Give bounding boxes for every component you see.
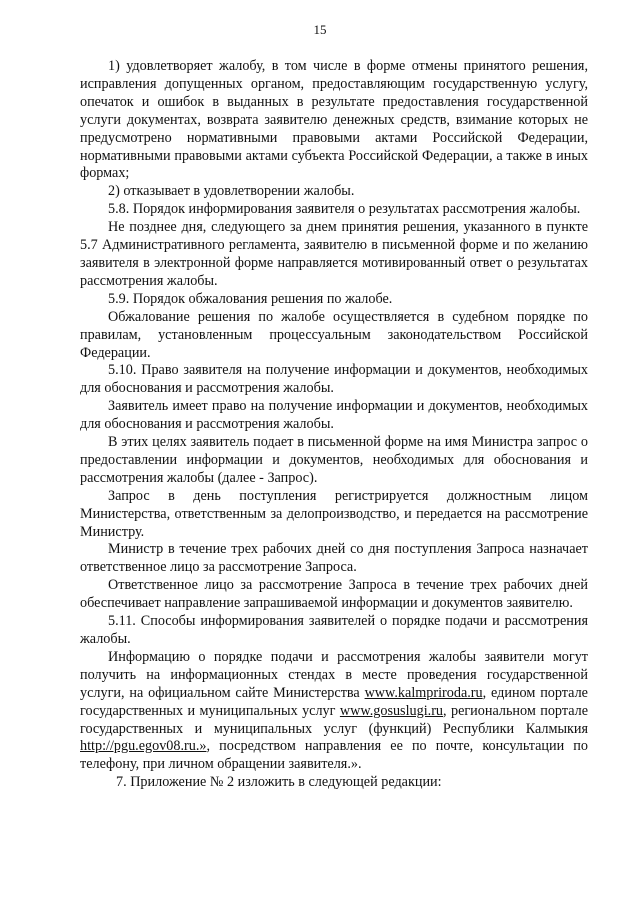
paragraph-applicant-right: Заявитель имеет право на получение информации и документов, необходимых для обоснования и рассмотрения жалобы.	[80, 398, 588, 433]
section-5-11-heading: 5.11. Способы информирования заявителей о порядке подачи и рассмотрения жалобы.	[80, 613, 588, 647]
paragraph-response-deadline: Не позднее дня, следующего за днем принятия решения, указанного в пункте 5.7 Административного регламента, заявителю в письменной форме и по желанию заявителя в электронной форме направляется мотивированный ответ о результатах рассмотрения жалобы.	[80, 219, 588, 289]
paragraph-responsible-person: Ответственное лицо за рассмотрение Запроса в течение трех рабочих дней обеспечивает направление запрашиваемой информации и документов заявителю.	[80, 577, 588, 612]
paragraph-request-submission: В этих целях заявитель подает в письменной форме на имя Министра запрос о предоставлении информации и документов, необходимых для обоснования и рассмотрения жалобы (далее - Запрос).	[80, 434, 588, 486]
section-5-8-heading: 5.8. Порядок информирования заявителя о результатах рассмотрения жалобы.	[108, 201, 581, 218]
info-text-2: , едином портале государственных и муниципальных услуг	[80, 684, 588, 719]
paragraph-reject-complaint: 2) отказывает в удовлетворении жалобы.	[108, 183, 355, 200]
paragraph-information-sources	[80, 649, 588, 774]
paragraph-appendix-2: 7. Приложение № 2 изложить в следующей редакции:	[116, 774, 442, 791]
gosuslugi-link[interactable]: www.gosuslugi.ru	[339, 702, 444, 719]
info-text-3: , региональном портале государственных и муниципальных услуг (функций) Республики Калмыкия	[80, 702, 588, 737]
page-number: 15	[313, 22, 327, 37]
section-5-9-heading: 5.9. Порядок обжалования решения по жалобе.	[108, 290, 393, 307]
info-text-1: Информацию о порядке подачи и рассмотрения жалобы заявители могут получить на информационных стендах в месте проведения государственной услуги, на официальном сайте Министерства	[80, 648, 588, 701]
section-5-10-heading: 5.10. Право заявителя на получение информации и документов, необходимых для обоснования и рассмотрения жалобы.	[80, 362, 588, 397]
regional-portal-link[interactable]: http://pgu.egov08.ru.»	[80, 738, 207, 755]
ministry-website-link[interactable]: www.kalmpriroda.ru	[364, 684, 483, 701]
paragraph-judicial-appeal: Обжалование решения по жалобе осуществляется в судебном порядке по правилам, установленным процессуальным законодательством Российской Федерации.	[80, 308, 588, 361]
document-body	[80, 58, 588, 792]
paragraph-request-registration: Запрос в день поступления регистрируется должностным лицом Министерства, ответственным за делопроизводство, и передается на рассмотрение Министру.	[80, 487, 588, 540]
paragraph-satisfy-complaint: 1) удовлетворяет жалобу, в том числе в форме отмены принятого решения, исправления допущенных органом, предоставляющим государственную услугу, опечаток и ошибок в выданных в результате предоставления государственной услуги документах, возврата заявителю денежных средств, взимание которых не предусмотрено нормативными правовыми актами Российской Федерации, нормативными правовыми актами субъекта Российской Федерации, а также в иных формах;	[80, 58, 588, 182]
paragraph-minister-assigns: Министр в течение трех рабочих дней со дня поступления Запроса назначает ответственное лицо за рассмотрение Запроса.	[80, 541, 588, 576]
info-text-4: , посредством направления ее по почте, консультации по телефону, при личном обращении заявителя.».	[80, 738, 588, 773]
